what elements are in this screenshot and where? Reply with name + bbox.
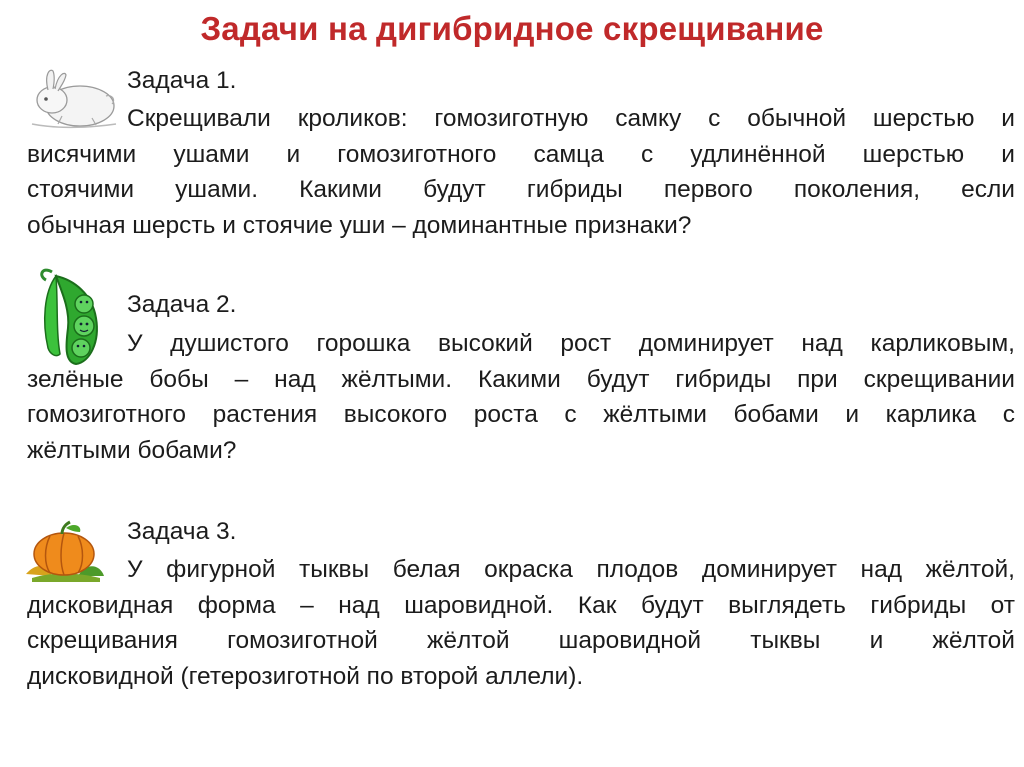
task-1-line: висячими ушами и гомозиготного самца с удлинённой шерстью и (27, 140, 1015, 168)
task-2-line: гомозиготного растения высокого роста с жёлтыми бобами и карлика с (27, 401, 1015, 428)
task-3-text (27, 552, 1015, 694)
task-1-line: стоячими ушами. Какими будут гибриды первого поколения, если (27, 176, 1015, 203)
task-2-heading: Задача 2. (127, 291, 237, 318)
slide-title: Задачи на дигибридное скрещивание (200, 10, 824, 47)
task-3-heading: Задача 3. (127, 518, 237, 545)
task-3-line: дисковидная форма – над шаровидной. Как будут выглядеть гибриды от (27, 591, 1015, 619)
task-2-text (27, 326, 1015, 468)
task-2-line: У душистого горошка высокий рост доминирует над карликовым, (127, 330, 1015, 357)
task-3-line: У фигурной тыквы белая окраска плодов доминирует над жёлтой, (127, 556, 1015, 583)
task-3-line: дисковидной (гетерозиготной по второй аллели). (27, 662, 584, 690)
task-2-line: зелёные бобы – над жёлтыми. Какими будут гибриды при скрещивании (27, 365, 1015, 393)
task-1-text (27, 101, 1015, 243)
task-2-line: жёлтыми бобами? (27, 436, 237, 464)
task-1-line: обычная шерсть и стоячие уши – доминантные признаки? (27, 211, 692, 239)
task-3-line: скрещивания гомозиготной жёлтой шаровидной тыквы и жёлтой (27, 627, 1015, 654)
task-1-heading: Задача 1. (127, 67, 237, 94)
task-1-line: Скрещивали кроликов: гомозиготную самку с обычной шерстью и (127, 105, 1015, 132)
